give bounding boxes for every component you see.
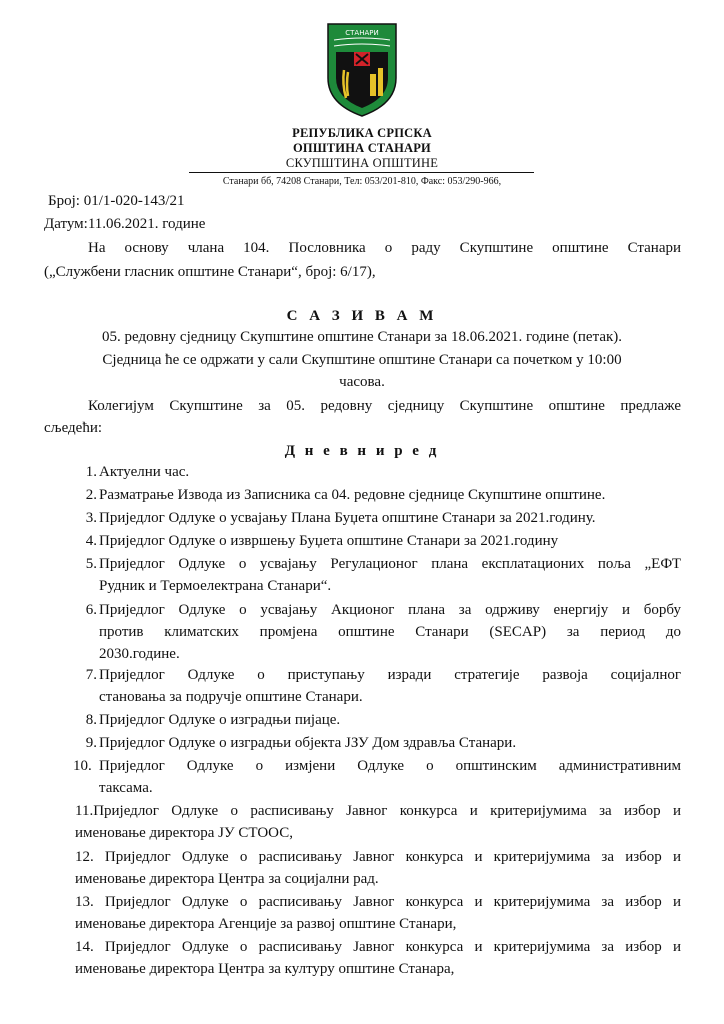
agenda-number: 1.	[85, 464, 97, 480]
agenda-number: 10.	[73, 758, 92, 774]
agenda-item-line: 12. Приједлог Одлуке о расписивању Јавног конкурса и критеријумима за избор и	[75, 849, 681, 865]
agenda-item-line: именовање директора Центра за културу општине Станара,	[75, 961, 455, 977]
agenda-item-line: Приједлог Одлуке о измјени Одлуке о општинским административним	[99, 758, 681, 774]
agenda-item-line: Приједлог Одлуке о усвајању Плана Буџета општине Станари за 2021.годину.	[99, 510, 596, 526]
agenda-item-line: Разматрање Извода из Записника са 04. редовне сједнице Скупштине општине.	[99, 487, 606, 503]
agenda-item	[99, 733, 681, 753]
agenda-item-line: 13. Приједлог Одлуке о расписивању Јавног конкурса и критеријумима за избор и	[75, 894, 681, 910]
session-line-3: часова.	[339, 374, 385, 390]
agenda-number: 7.	[85, 667, 97, 683]
agenda-item-line: Актуелни час.	[99, 464, 190, 480]
agenda-item-line: против климатских промјена општине Станари (SECAP) за период до	[99, 624, 681, 640]
agenda-item	[99, 710, 681, 730]
agenda-item-line: Приједлог Одлуке о приступању изради стратегије развоја социјалног	[99, 667, 681, 683]
agenda-item-line: 14. Приједлог Одлуке о расписивању Јавног конкурса и критеријумима за избор и	[75, 939, 681, 955]
header-contact: Станари бб, 74208 Станари, Тел: 053/201-810, Факс: 053/290-966,	[222, 176, 502, 187]
convocation-title: С А З И В А М	[286, 308, 438, 324]
header-divider	[189, 172, 534, 173]
agenda-title: Д н е в н и р е д	[284, 443, 440, 459]
agenda-item-line: Приједлог Одлуке о усвајању Регулационог плана експлатационих поља „ЕФТ	[99, 556, 681, 572]
agenda-item	[99, 462, 681, 482]
document-date: Датум:11.06.2021. године	[44, 216, 206, 232]
agenda-item-line: именовање директора ЈУ СТООС,	[75, 825, 293, 841]
agenda-item	[99, 554, 681, 596]
agenda-item-line: 11.Приједлог Одлуке о расписивању Јавног конкурса и критеријумима за избор и	[75, 803, 681, 819]
agenda-item-line: именовање директора Центра за социјални рад.	[75, 871, 379, 887]
agenda-item	[99, 485, 681, 505]
agenda-number: 8.	[85, 712, 97, 728]
header-municipality: ОПШТИНА СТАНАРИ	[293, 141, 431, 155]
agenda-number: 5.	[85, 556, 97, 572]
crest-label: СТАНАРИ	[345, 29, 379, 37]
agenda-number: 3.	[85, 510, 97, 526]
basis-line-2: („Службени гласник општине Станари“, број: 6/17),	[44, 264, 376, 280]
agenda-item-line: именовање директора Агенције за развој општине Станари,	[75, 916, 457, 932]
agenda-item	[99, 600, 681, 664]
document-number: Број: 01/1-020-143/21	[48, 193, 185, 209]
agenda-item	[99, 665, 681, 707]
agenda-item-line: становања за подручје општине Станари.	[99, 689, 363, 705]
basis-line-1: На основу члана 104. Пословника о раду Скупштине општине Станари	[88, 240, 681, 256]
session-line-1: 05. редовну сједницу Скупштине општине Станари за 18.06.2021. године (петак).	[101, 329, 623, 345]
agenda-item-line: Приједлог Одлуке о усвајању Акционог плана за одрживу енергију и борбу	[99, 602, 681, 618]
agenda-item-line: таксама.	[99, 780, 153, 796]
agenda-number: 9.	[85, 735, 97, 751]
agenda-item	[99, 531, 681, 551]
agenda-item-line: Приједлог Одлуке о изградњи пијаце.	[99, 712, 341, 728]
agenda-number: 6.	[85, 602, 97, 618]
header-republic: РЕПУБЛИКА СРПСКА	[292, 126, 432, 140]
agenda-item	[99, 756, 681, 798]
agenda-item-line: 2030.године.	[99, 646, 180, 662]
collegium-line-2: сљедећи:	[44, 420, 103, 436]
agenda-item-line: Рудник и Термоелектрана Станари“.	[99, 578, 332, 594]
collegium-line-1: Колегијум Скупштине за 05. редовну сједницу Скупштине општине предлаже	[88, 398, 681, 414]
agenda-number: 4.	[85, 533, 97, 549]
agenda-item-line: Приједлог Одлуке о извршењу Буџета општине Станари за 2021.годину	[99, 533, 559, 549]
header-assembly: СКУПШТИНА ОПШТИНЕ	[285, 156, 439, 170]
agenda-item	[99, 508, 681, 528]
municipality-crest	[326, 22, 398, 118]
agenda-number: 2.	[85, 487, 97, 503]
session-line-2: Сједница ће се одржати у сали Скупштине општине Станари са почетком у 10:00	[102, 352, 622, 368]
agenda-item-line: Приједлог Одлуке о изградњи објекта ЈЗУ Дом здравља Станари.	[99, 735, 517, 751]
